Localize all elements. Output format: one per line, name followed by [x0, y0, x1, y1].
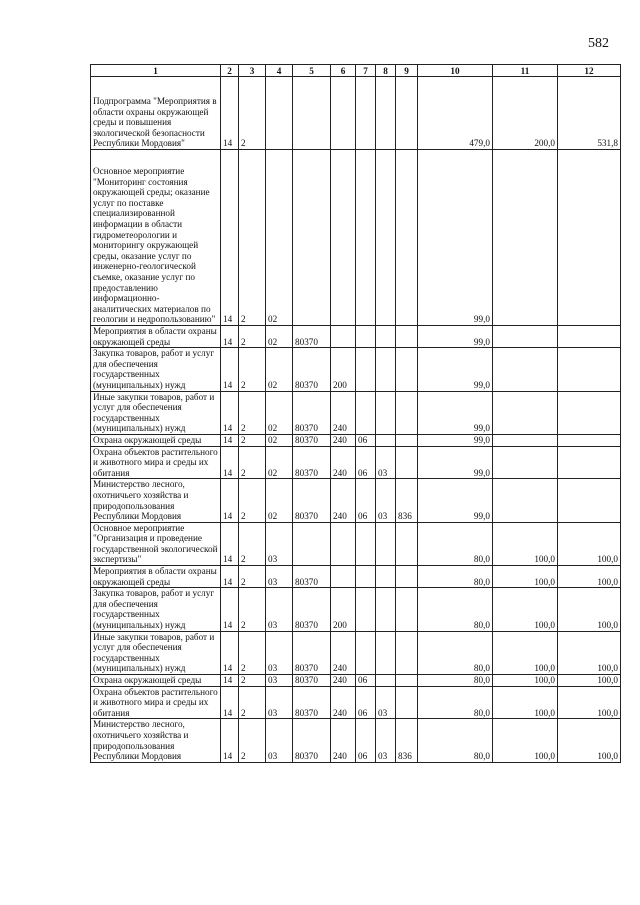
table-cell: 14: [221, 150, 239, 326]
table-cell: [493, 326, 558, 348]
table-cell: 80,0: [418, 686, 493, 719]
table-cell: [356, 326, 376, 348]
table-cell: 240: [331, 631, 356, 674]
table-cell: 100,0: [493, 631, 558, 674]
row-label-cell: Министерство лесного, охотничьего хозяйства и природопользования Республики Мордовия: [91, 719, 221, 762]
table-cell: 100,0: [558, 675, 621, 687]
table-cell: 80370: [293, 391, 331, 434]
table-cell: 80,0: [418, 719, 493, 762]
row-label-cell: Министерство лесного, охотничьего хозяйства и природопользования Республики Мордовия: [91, 479, 221, 522]
table-cell: 80370: [293, 588, 331, 631]
table-cell: 99,0: [418, 434, 493, 446]
table-cell: 80370: [293, 675, 331, 687]
table-cell: [293, 522, 331, 565]
column-header: 5: [293, 65, 331, 77]
table-row: [91, 479, 621, 522]
table-cell: [396, 434, 418, 446]
table-cell: [376, 522, 396, 565]
table-cell: 02: [266, 348, 293, 391]
table-row: [91, 326, 621, 348]
table-cell: 14: [221, 391, 239, 434]
table-cell: 100,0: [558, 522, 621, 565]
table-cell: 100,0: [493, 686, 558, 719]
table-cell: 80370: [293, 719, 331, 762]
table-cell: [396, 446, 418, 479]
table-row: [91, 588, 621, 631]
table-row: [91, 566, 621, 588]
table-row: [91, 446, 621, 479]
row-label-cell: Мероприятия в области охраны окружающей среды: [91, 326, 221, 348]
table-cell: 80370: [293, 434, 331, 446]
table-cell: [376, 675, 396, 687]
table-cell: 06: [356, 479, 376, 522]
table-cell: 03: [266, 686, 293, 719]
table-cell: [376, 588, 396, 631]
table-cell: 80370: [293, 446, 331, 479]
table-cell: 100,0: [493, 522, 558, 565]
row-label-cell: Охрана объектов растительного и животного мира и среды их обитания: [91, 686, 221, 719]
table-cell: 06: [356, 719, 376, 762]
table-cell: 2: [239, 631, 266, 674]
table-cell: 14: [221, 686, 239, 719]
table-cell: 2: [239, 434, 266, 446]
table-row: [91, 150, 621, 326]
table-cell: 240: [331, 686, 356, 719]
table-cell: 99,0: [418, 479, 493, 522]
table-cell: [266, 77, 293, 150]
table-cell: [558, 479, 621, 522]
table-cell: 100,0: [493, 588, 558, 631]
table-cell: [558, 391, 621, 434]
table-cell: [376, 77, 396, 150]
table-cell: [396, 348, 418, 391]
table-cell: 100,0: [493, 719, 558, 762]
table-cell: 14: [221, 719, 239, 762]
page-number: 582: [588, 36, 609, 51]
table-row: [91, 675, 621, 687]
table-cell: [396, 588, 418, 631]
table-cell: 02: [266, 479, 293, 522]
table-cell: [356, 348, 376, 391]
header-row: [91, 65, 621, 77]
row-label-cell: Основное мероприятие "Мониторинг состояния окружающей среды; оказание услуг по поставке специализированной информации в области гидрометеорологии и мониторингу окружающей среды, оказание услуг по инженерно-геологической съемке, оказание услуг по предоставлению информационно-аналитических материалов по геологии и недропользованию": [91, 150, 221, 326]
column-header: 7: [356, 65, 376, 77]
table-cell: [493, 391, 558, 434]
table-cell: [558, 150, 621, 326]
table-cell: 06: [356, 446, 376, 479]
row-label-cell: Мероприятия в области охраны окружающей среды: [91, 566, 221, 588]
table-cell: 14: [221, 348, 239, 391]
table-cell: [356, 588, 376, 631]
table-row: [91, 631, 621, 674]
table-cell: 03: [266, 719, 293, 762]
column-header: 2: [221, 65, 239, 77]
table-cell: 240: [331, 479, 356, 522]
table-cell: 03: [376, 719, 396, 762]
table-cell: 03: [266, 566, 293, 588]
table-cell: 80,0: [418, 588, 493, 631]
table-cell: 240: [331, 446, 356, 479]
table-cell: 100,0: [558, 588, 621, 631]
table-row: [91, 348, 621, 391]
table-cell: [396, 326, 418, 348]
table-cell: 14: [221, 326, 239, 348]
table-row: [91, 686, 621, 719]
table-row: [91, 434, 621, 446]
table-cell: 2: [239, 479, 266, 522]
column-header: 9: [396, 65, 418, 77]
table-cell: 100,0: [493, 566, 558, 588]
table-cell: 200,0: [493, 77, 558, 150]
table-cell: 14: [221, 566, 239, 588]
table-cell: [356, 391, 376, 434]
column-header: 6: [331, 65, 356, 77]
table-cell: [493, 479, 558, 522]
table-cell: [331, 522, 356, 565]
table-cell: 99,0: [418, 348, 493, 391]
table-cell: [293, 77, 331, 150]
table-cell: 02: [266, 446, 293, 479]
table-cell: 836: [396, 719, 418, 762]
table-cell: 14: [221, 631, 239, 674]
table-cell: [396, 150, 418, 326]
column-header: 8: [376, 65, 396, 77]
table-cell: 80,0: [418, 675, 493, 687]
table-cell: 100,0: [558, 566, 621, 588]
table-row: [91, 522, 621, 565]
table-cell: 80,0: [418, 566, 493, 588]
row-label-cell: Охрана объектов растительного и животного мира и среды их обитания: [91, 446, 221, 479]
table-cell: 03: [266, 631, 293, 674]
table-cell: 80370: [293, 326, 331, 348]
table-cell: 2: [239, 719, 266, 762]
table-cell: [331, 77, 356, 150]
table-cell: 2: [239, 588, 266, 631]
table-cell: 99,0: [418, 150, 493, 326]
table-cell: 531,8: [558, 77, 621, 150]
row-label-cell: Закупка товаров, работ и услуг для обеспечения государственных (муниципальных) нужд: [91, 348, 221, 391]
table-cell: [331, 150, 356, 326]
table-cell: 14: [221, 522, 239, 565]
table-cell: [376, 150, 396, 326]
table-cell: 100,0: [493, 675, 558, 687]
table-cell: 240: [331, 434, 356, 446]
table-cell: [493, 150, 558, 326]
table-cell: 80370: [293, 566, 331, 588]
table-cell: [356, 566, 376, 588]
column-header: 3: [239, 65, 266, 77]
row-label-cell: Основное мероприятие "Организация и проведение государственной экологической экспертизы": [91, 522, 221, 565]
row-label-cell: Закупка товаров, работ и услуг для обеспечения государственных (муниципальных) нужд: [91, 588, 221, 631]
table-cell: 06: [356, 434, 376, 446]
table-cell: [356, 631, 376, 674]
row-label-cell: Иные закупки товаров, работ и услуг для обеспечения государственных (муниципальных) нужд: [91, 631, 221, 674]
table-cell: 14: [221, 588, 239, 631]
table-cell: 14: [221, 479, 239, 522]
table-cell: 03: [376, 479, 396, 522]
table-cell: [356, 77, 376, 150]
table-cell: [376, 566, 396, 588]
table-cell: 240: [331, 391, 356, 434]
table-cell: 02: [266, 326, 293, 348]
row-label-cell: Иные закупки товаров, работ и услуг для обеспечения государственных (муниципальных) нужд: [91, 391, 221, 434]
table-cell: [376, 348, 396, 391]
table-cell: [493, 434, 558, 446]
table-cell: [331, 326, 356, 348]
table-cell: [396, 631, 418, 674]
column-header: 12: [558, 65, 621, 77]
table-cell: [331, 566, 356, 588]
table-cell: 2: [239, 675, 266, 687]
table-cell: 03: [266, 522, 293, 565]
table-cell: 2: [239, 326, 266, 348]
table-cell: [396, 686, 418, 719]
table-cell: 100,0: [558, 686, 621, 719]
row-label-cell: Подпрограмма "Мероприятия в области охраны окружающей среды и повышения экологической безопасности Республики Мордовия": [91, 77, 221, 150]
column-header: 1: [91, 65, 221, 77]
table-cell: 06: [356, 686, 376, 719]
table-cell: [293, 150, 331, 326]
column-header: 4: [266, 65, 293, 77]
table-cell: 02: [266, 150, 293, 326]
table-cell: 80,0: [418, 522, 493, 565]
table-cell: 03: [266, 675, 293, 687]
table-cell: 2: [239, 686, 266, 719]
table-cell: [396, 675, 418, 687]
table-cell: 2: [239, 522, 266, 565]
table-row: [91, 719, 621, 762]
table-cell: [558, 348, 621, 391]
table-cell: [558, 326, 621, 348]
table-cell: 2: [239, 150, 266, 326]
table-cell: 80370: [293, 631, 331, 674]
table-cell: [396, 391, 418, 434]
table-cell: [493, 348, 558, 391]
table-row: [91, 391, 621, 434]
table-cell: 2: [239, 391, 266, 434]
table-cell: 80370: [293, 686, 331, 719]
table-cell: 479,0: [418, 77, 493, 150]
table-cell: 03: [266, 588, 293, 631]
column-header: 10: [418, 65, 493, 77]
table-cell: [376, 434, 396, 446]
table-cell: 836: [396, 479, 418, 522]
table-cell: [376, 326, 396, 348]
column-header: 11: [493, 65, 558, 77]
table-cell: 06: [356, 675, 376, 687]
table-cell: 100,0: [558, 719, 621, 762]
row-label-cell: Охрана окружающей среды: [91, 675, 221, 687]
table-cell: 99,0: [418, 326, 493, 348]
table-cell: 03: [376, 686, 396, 719]
budget-table: [90, 64, 621, 763]
table-cell: [376, 391, 396, 434]
table-cell: 99,0: [418, 391, 493, 434]
table-cell: [493, 446, 558, 479]
table-cell: [376, 631, 396, 674]
table-cell: [558, 434, 621, 446]
table-cell: 80370: [293, 479, 331, 522]
table-cell: 99,0: [418, 446, 493, 479]
table-cell: 02: [266, 391, 293, 434]
table-cell: 200: [331, 588, 356, 631]
table-cell: [396, 522, 418, 565]
table-cell: 2: [239, 77, 266, 150]
row-label-cell: Охрана окружающей среды: [91, 434, 221, 446]
table-cell: 2: [239, 348, 266, 391]
table-cell: [356, 522, 376, 565]
table-cell: [558, 446, 621, 479]
table-cell: 2: [239, 446, 266, 479]
table-cell: [396, 77, 418, 150]
table-cell: 2: [239, 566, 266, 588]
table-cell: 02: [266, 434, 293, 446]
table-cell: [356, 150, 376, 326]
table-cell: 240: [331, 719, 356, 762]
table-cell: 14: [221, 77, 239, 150]
table-cell: 100,0: [558, 631, 621, 674]
table-row: [91, 77, 621, 150]
table-cell: 03: [376, 446, 396, 479]
table-cell: 240: [331, 675, 356, 687]
table-cell: [396, 566, 418, 588]
table-cell: 80370: [293, 348, 331, 391]
table-cell: 14: [221, 675, 239, 687]
table-cell: 14: [221, 446, 239, 479]
table-cell: 200: [331, 348, 356, 391]
table-cell: 14: [221, 434, 239, 446]
table-cell: 80,0: [418, 631, 493, 674]
